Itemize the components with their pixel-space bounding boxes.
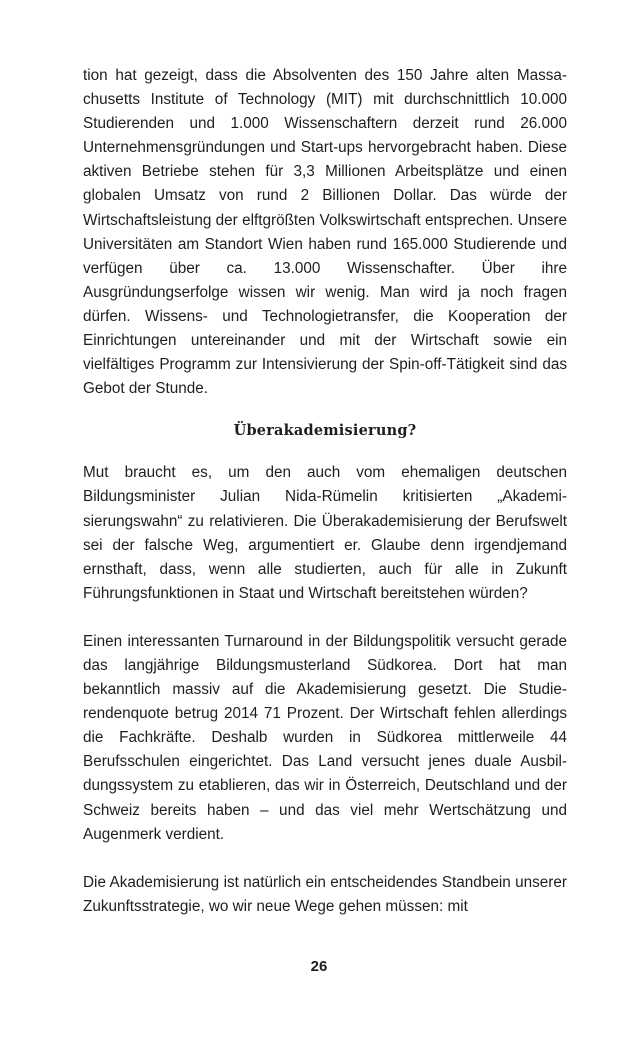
paragraph-zukunftsstrategie: Die Akademisierung ist natürlich ein entscheidendes Standbein unserer Zukunftsstrategie, wo wir neue Wege gehen müssen: mit: [83, 873, 567, 915]
paragraph-suedkorea: Einen interessanten Turnaround in der Bildungspolitik versucht gerade das langjährige Bildungsmusterland Südkorea. Dort hat man bekanntlich massiv auf die Akademisierung gesetzt. Die Studierendenquote betrug 2014 71 Prozent. Der Wirtschaft fehlen allerdings die Fachkräfte. Deshalb wurden in Südkorea mittlerweile 44 Berufsschulen eingerichtet. Das Land versucht jenes duale Ausbildungssystem zu etablieren, das wir in Österreich, Deutschland und der Schweiz bereits haben – und das viel mehr Wertschätzung und Augenmerk verdient.: [83, 632, 567, 843]
page-number: 26: [310, 958, 328, 975]
paragraph-akademisierungswahn: Mut braucht es, um den auch vom ehemaligen deutschen Bildungsminister Julian Nida-Rümelin kritisierten „Akademisierungswahn“ zu relativieren. Die Überakademisierung der Berufswelt sei der falsche Weg, argumentiert er. Glaube denn irgendjemand ernsthaft, dass, wenn alle studierten, auch für alle in Zukunft Führungsfunktionen in Staat und Wirtschaft bereitstehen würden?: [83, 464, 567, 602]
paragraph-mit-spinoffs: tion hat gezeigt, dass die Absolventen des 150 Jahre alten Massachusetts Institute of Technology (MIT) mit durchschnittlich 10.000 Studierenden und 1.000 Wissenschaftern derzeit rund 26.000 Unternehmensgründungen und Start-ups hervorgebracht haben. Diese aktiven Betriebe stehen für 3,3 Millionen Arbeitsplätze und einen globalen Umsatz von rund 2 Billionen Dollar. Das würde der Wirtschaftsleistung der elftgrößten Volkswirtschaft entsprechen. Unsere Universitäten am Standort Wien haben rund 165.000 Studierende und verfügen über ca. 13.000 Wissenschafter. Über ihre Ausgründungserfolge wissen wir wenig. Man wird ja noch fragen dürfen. Wissens- und Technologietransfer, die Kooperation der Einrichtungen untereinander und mit der Wirtschaft sowie ein vielfältiges Programm zur Intensivierung der Spin-off-Tätigkeit sind das Gebot der Stunde.: [83, 67, 567, 398]
section-heading: Überakademisierung?: [233, 422, 417, 440]
page-body: [83, 64, 567, 919]
